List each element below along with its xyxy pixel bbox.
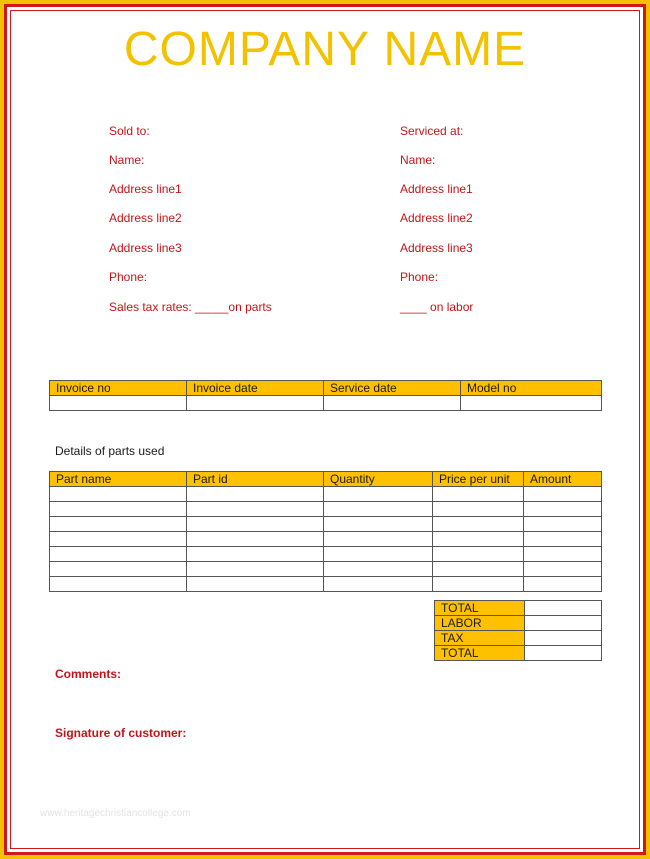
- table-row: [50, 562, 602, 577]
- amount-cell[interactable]: [524, 532, 602, 547]
- totals-row: [435, 616, 602, 631]
- invoice-no-cell[interactable]: [50, 396, 187, 411]
- part-name-cell[interactable]: [50, 547, 187, 562]
- amount-cell[interactable]: [524, 562, 602, 577]
- invoice-table-header: [50, 381, 602, 396]
- grand-total-label: TOTAL: [435, 646, 525, 661]
- sold-to-address3[interactable]: Address line3: [109, 241, 182, 255]
- price-per-unit-cell[interactable]: [433, 577, 524, 592]
- sold-to-address1[interactable]: Address line1: [109, 182, 182, 196]
- labor-label: LABOR: [435, 616, 525, 631]
- comments-label: Comments:: [55, 667, 122, 681]
- quantity-cell[interactable]: [324, 532, 433, 547]
- invoice-no-header: Invoice no: [50, 381, 187, 396]
- serviced-at-address3[interactable]: Address line3: [400, 241, 473, 255]
- part-name-header: Part name: [50, 472, 187, 487]
- table-row: [50, 547, 602, 562]
- service-date-cell[interactable]: [324, 396, 461, 411]
- price-per-unit-cell[interactable]: [433, 487, 524, 502]
- total-value[interactable]: [525, 601, 602, 616]
- quantity-header: Quantity: [324, 472, 433, 487]
- page-border-inner: [10, 10, 640, 849]
- parts-table: [49, 471, 602, 592]
- quantity-cell[interactable]: [324, 577, 433, 592]
- serviced-at-phone[interactable]: Phone:: [400, 270, 439, 284]
- part-name-cell[interactable]: [50, 577, 187, 592]
- part-id-cell[interactable]: [187, 547, 324, 562]
- price-per-unit-cell[interactable]: [433, 502, 524, 517]
- serviced-at-address1[interactable]: Address line1: [400, 182, 473, 196]
- serviced-at-address2[interactable]: Address line2: [400, 211, 473, 225]
- part-id-header: Part id: [187, 472, 324, 487]
- parts-section-label: Details of parts used: [55, 444, 165, 458]
- labor-value[interactable]: [525, 616, 602, 631]
- amount-cell[interactable]: [524, 487, 602, 502]
- service-date-header: Service date: [324, 381, 461, 396]
- grand-total-value[interactable]: [525, 646, 602, 661]
- watermark-text: www.heritagechristiancollege.com: [40, 808, 191, 819]
- part-id-cell[interactable]: [187, 562, 324, 577]
- serviced-at-label: Serviced at:: [400, 124, 464, 138]
- part-id-cell[interactable]: [187, 517, 324, 532]
- sold-to-tax-rate[interactable]: Sales tax rates: _____on parts: [109, 300, 272, 314]
- price-per-unit-header: Price per unit: [433, 472, 524, 487]
- table-row: [50, 532, 602, 547]
- company-name: COMPANY NAME: [123, 23, 527, 76]
- serviced-at-tax-rate[interactable]: ____ on labor: [400, 300, 474, 314]
- sold-to-phone[interactable]: Phone:: [109, 270, 148, 284]
- invoice-table: [49, 380, 602, 411]
- part-name-cell[interactable]: [50, 502, 187, 517]
- amount-header: Amount: [524, 472, 602, 487]
- quantity-cell[interactable]: [324, 547, 433, 562]
- signature-label: Signature of customer:: [55, 726, 187, 740]
- amount-cell[interactable]: [524, 577, 602, 592]
- part-id-cell[interactable]: [187, 577, 324, 592]
- price-per-unit-cell[interactable]: [433, 562, 524, 577]
- sold-to-label: Sold to:: [109, 124, 150, 138]
- tax-label: TAX: [435, 631, 525, 646]
- part-name-cell[interactable]: [50, 517, 187, 532]
- table-row: [50, 517, 602, 532]
- totals-row: [435, 646, 602, 661]
- totals-table: [434, 600, 602, 661]
- total-label: TOTAL: [435, 601, 525, 616]
- price-per-unit-cell[interactable]: [433, 517, 524, 532]
- invoice-date-cell[interactable]: [187, 396, 324, 411]
- totals-row: [435, 601, 602, 616]
- quantity-cell[interactable]: [324, 502, 433, 517]
- quantity-cell[interactable]: [324, 562, 433, 577]
- part-name-cell[interactable]: [50, 532, 187, 547]
- part-id-cell[interactable]: [187, 502, 324, 517]
- amount-cell[interactable]: [524, 502, 602, 517]
- invoice-date-header: Invoice date: [187, 381, 324, 396]
- amount-cell[interactable]: [524, 517, 602, 532]
- sold-to-name[interactable]: Name:: [109, 153, 145, 167]
- price-per-unit-cell[interactable]: [433, 547, 524, 562]
- model-no-cell[interactable]: [461, 396, 602, 411]
- table-row: [50, 396, 602, 411]
- model-no-header: Model no: [461, 381, 602, 396]
- parts-table-header: [50, 472, 602, 487]
- amount-cell[interactable]: [524, 547, 602, 562]
- table-row: [50, 577, 602, 592]
- sold-to-address2[interactable]: Address line2: [109, 211, 182, 225]
- part-name-cell[interactable]: [50, 487, 187, 502]
- part-name-cell[interactable]: [50, 562, 187, 577]
- part-id-cell[interactable]: [187, 487, 324, 502]
- quantity-cell[interactable]: [324, 517, 433, 532]
- tax-value[interactable]: [525, 631, 602, 646]
- table-row: [50, 487, 602, 502]
- totals-row: [435, 631, 602, 646]
- table-row: [50, 502, 602, 517]
- serviced-at-name[interactable]: Name:: [400, 153, 436, 167]
- quantity-cell[interactable]: [324, 487, 433, 502]
- part-id-cell[interactable]: [187, 532, 324, 547]
- price-per-unit-cell[interactable]: [433, 532, 524, 547]
